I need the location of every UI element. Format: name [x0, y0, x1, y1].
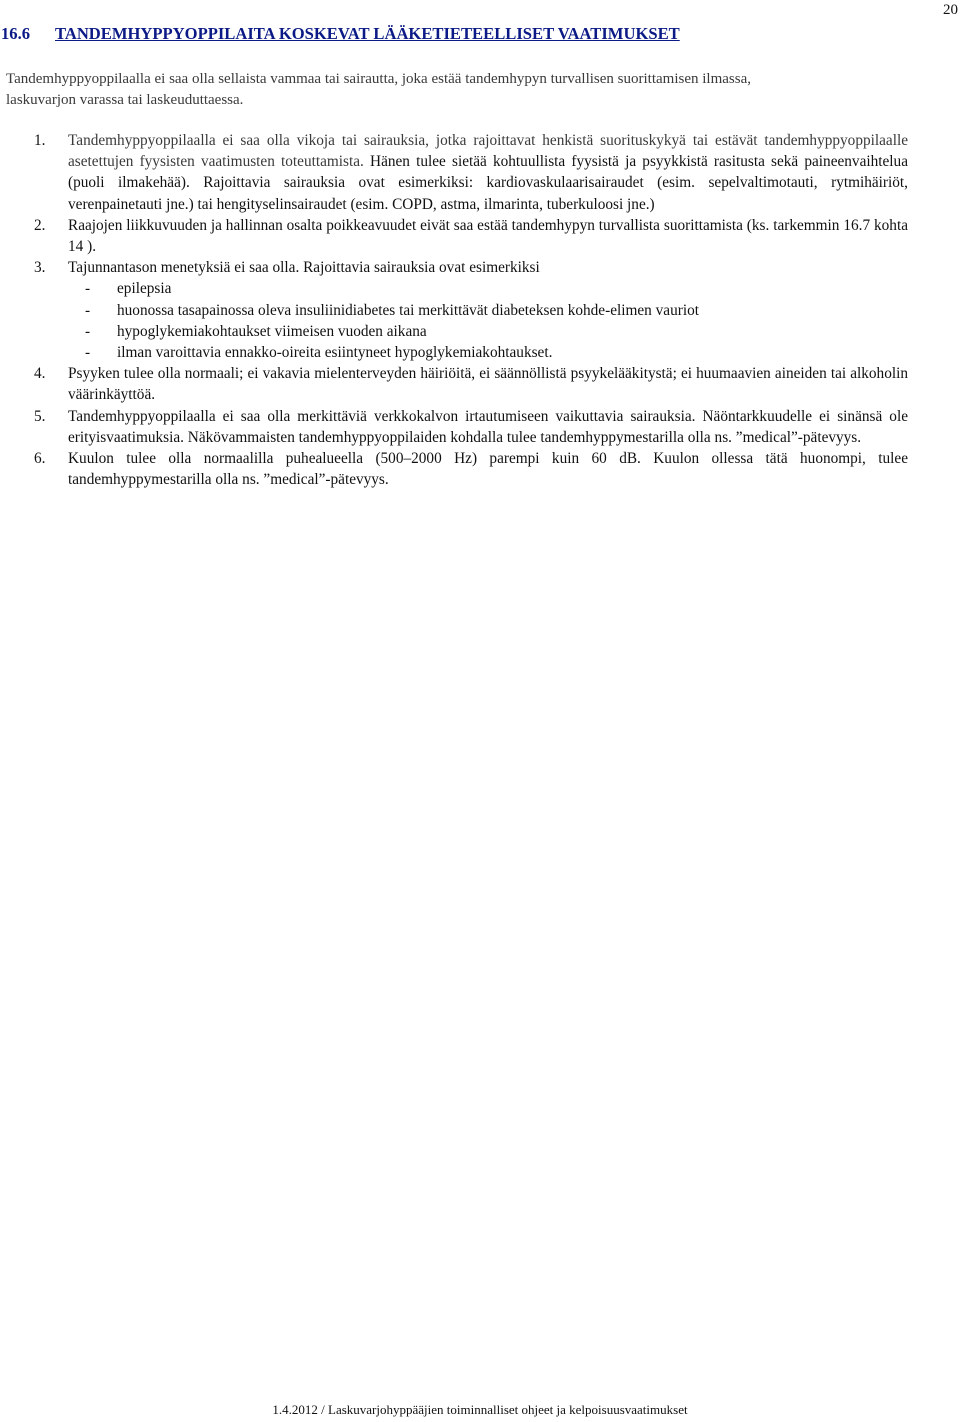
requirement-number: 4. — [34, 365, 46, 383]
requirement-text: Psyyken tulee olla normaali; ei vakavia mielenterveyden häiriöitä, ei säännöllistä psyykelääkitystä; ei huumaavien aineiden tai alkoholin väärinkäyttöä. — [68, 365, 908, 404]
intro-paragraph: Tandemhyppyoppilaalla ei saa olla sellaista vammaa tai sairautta, joka estää tandemhypyn turvallisen suorittamisen ilmassa, laskuvarjon varassa tai laskeuduttaessa. — [6, 71, 751, 108]
requirement-number: 6. — [34, 450, 46, 468]
requirement-number: 1. — [34, 132, 46, 149]
requirement-3-sublist-container — [34, 278, 908, 363]
requirement-text: Tandemhyppyoppilaalla ei saa olla merkittäviä verkkokalvon irtautumiseen vaikuttavia sairauksia. Näöntarkkuudelle ei sinänsä ole erityisvaatimuksia. Näkövammaisten tandemhyppyoppilaiden kohdalla tulee tandemhyppymestarilla olla ns. ”medical”-pätevyys. — [68, 407, 908, 446]
requirement-text-part-b: Hänen tulee sietää kohtuullista fyysistä ja psyykkistä rasitusta sekä paineenvaihtelua (puoli ilmakehää). Rajoittavia sairauksia ovat esimerkiksi: kardiovaskulaarisairaudet (esim. sepelvaltimotauti, rytmihäiriöt, verenpainetauti jne.) tai hengityselinsairaudet (esim. COPD, astma, ilmarinta, tuberkuloosi jne.) — [68, 153, 908, 213]
requirement-item-5 — [34, 406, 908, 448]
requirement-number: 2. — [34, 216, 46, 234]
requirement-item-6 — [34, 448, 908, 490]
page-number: 20 — [943, 2, 958, 18]
dash-marker: - — [85, 301, 91, 319]
sublist-item-text: ilman varoittavia ennakko-oireita esiintyneet hypoglykemiakohtaukset. — [117, 344, 553, 362]
requirement-text-part-a: Tandemhyppyoppilaalla ei saa olla vikoja tai sairauksia, jotka rajoittavat henkistä suorituskykyä tai estävät tandemhyppyoppilaalle asetettujen fyysisten vaatimusten toteuttamista. — [68, 132, 908, 171]
sublist-item — [34, 300, 908, 321]
page-footer: 1.4.2012 / Laskuvarjohyppääjien toiminnalliset ohjeet ja kelpoisuusvaatimukset — [272, 1402, 688, 1417]
sublist-item — [34, 278, 908, 299]
section-title: TANDEMHYPPYOPPILAITA KOSKEVAT LÄÄKETIETEELLISET VAATIMUKSET — [55, 24, 680, 43]
sublist-item-text: hypoglykemiakohtaukset viimeisen vuoden aikana — [117, 322, 427, 340]
section-number: 16.6 — [1, 24, 31, 43]
requirement-text: Kuulon tulee olla normaalilla puhealueella (500–2000 Hz) parempi kuin 60 dB. Kuulon ollessa tätä huonompi, tulee tandemhyppymestarilla olla ns. ”medical”-pätevyys. — [68, 450, 908, 489]
requirement-item-2 — [34, 215, 908, 257]
requirement-text: Raajojen liikkuvuuden ja hallinnan osalta poikkeavuudet eivät saa estää tandemhypyn turvallista suorittamista (ks. tarkemmin 16.7 kohta 14 ). — [68, 216, 908, 256]
requirement-item-1 — [34, 130, 908, 215]
requirements-list — [34, 130, 908, 490]
section-heading — [1, 24, 680, 44]
sublist-item — [34, 321, 908, 342]
requirement-item-4 — [34, 363, 908, 405]
requirement-3-sublist — [34, 278, 908, 363]
dash-marker: - — [85, 344, 91, 362]
sublist-item-text: huonossa tasapainossa oleva insuliinidiabetes tai merkittävät diabeteksen kohde-elimen vauriot — [117, 301, 699, 319]
requirement-item-3 — [34, 257, 908, 278]
requirement-number: 3. — [34, 259, 46, 277]
requirement-number: 5. — [34, 407, 46, 425]
requirement-text: Tajunnantason menetyksiä ei saa olla. Rajoittavia sairauksia ovat esimerkiksi — [68, 259, 540, 277]
sublist-item-text: epilepsia — [117, 280, 172, 298]
requirement-text — [68, 130, 908, 215]
dash-marker: - — [85, 280, 91, 298]
sublist-item — [34, 342, 908, 363]
dash-marker: - — [85, 322, 91, 340]
